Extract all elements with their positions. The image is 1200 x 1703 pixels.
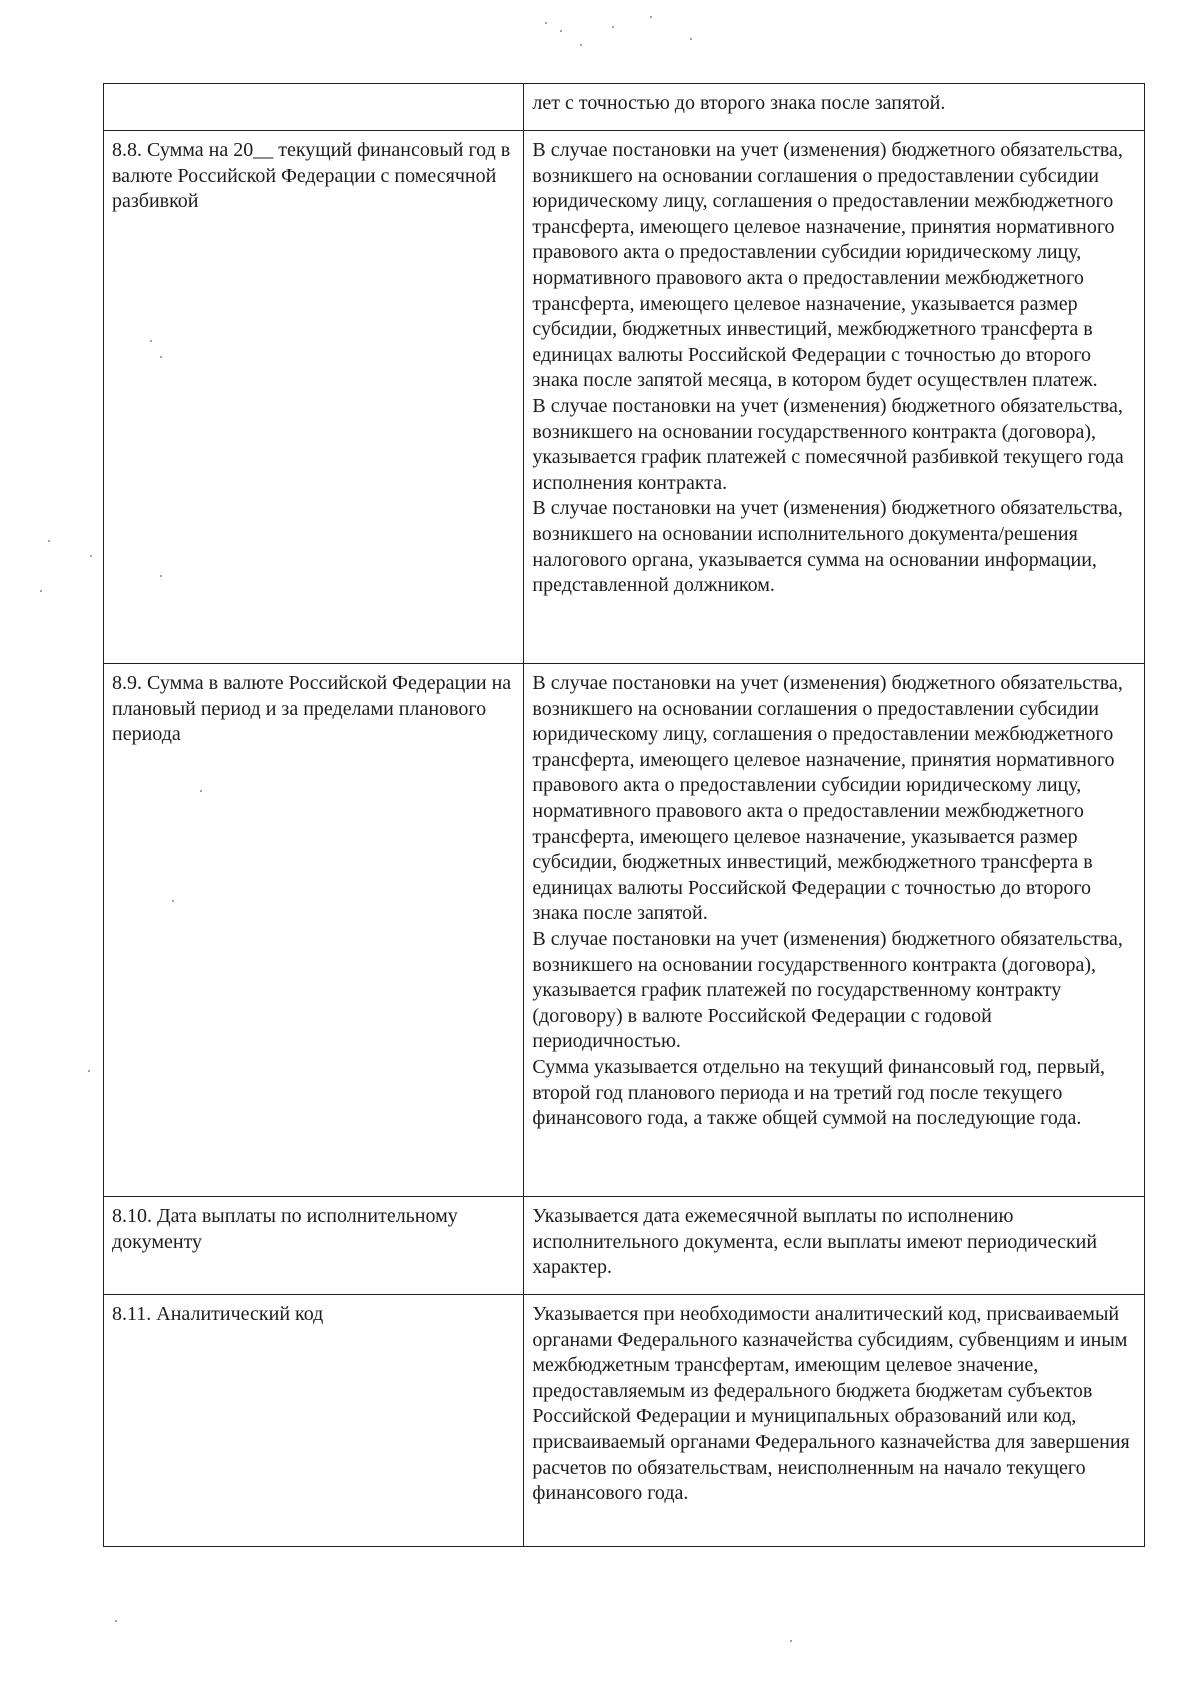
description-paragraph: В случае постановки на учет (изменения) бюджетного обязательства, возникшего на основании соглашения о предоставлении субсидии юридическому лицу, соглашения о предоставлении межбюджетного трансферта, имеющего целевое назначение, принятия нормативного правового акта о предоставлении субсидии юридическому лицу, нормативного правового акта о предоставлении межбюджетного трансферта, имеющего целевое назначение, указывается размер субсидии, бюджетных инвестиций, межбюджетного трансферта в единицах валюты Российской Федерации с точностью до второго знака после запятой месяца, в котором будет осуществлен платеж. (532, 139, 1123, 392)
description-paragraph: В случае постановки на учет (изменения) бюджетного обязательства, возникшего на основании государственного контракта (договора), указывается график платежей по государственному контракту (договору) в валюте Российской Федерации с годовой периодичностью. (532, 927, 1123, 1053)
field-name: 8.9. Сумма в валюте Российской Федерации на плановый период и за пределами планового периода (112, 672, 512, 746)
description-paragraph: В случае постановки на учет (изменения) бюджетного обязательства, возникшего на основании исполнительного документа/решения налогового органа, указывается сумма на основании информации, представленной должником. (532, 497, 1123, 597)
table-row (104, 1197, 1145, 1295)
field-name-cell (104, 664, 524, 1197)
field-description-cell (524, 131, 1145, 664)
table-row (104, 84, 1145, 131)
field-description-cell (524, 1295, 1145, 1547)
field-description-cell (524, 664, 1145, 1197)
field-name-cell (104, 131, 524, 664)
description-paragraph: Указывается дата ежемесячной выплаты по исполнению исполнительного документа, если выплаты имеют периодический характер. (532, 1205, 1098, 1279)
table-row (104, 664, 1145, 1197)
field-name-cell (104, 84, 524, 131)
field-name: 8.11. Аналитический код (112, 1303, 324, 1325)
field-name-cell (104, 1295, 524, 1547)
field-name: 8.10. Дата выплаты по исполнительному документу (112, 1205, 458, 1253)
document-table (103, 83, 1145, 1547)
field-description-cell (524, 84, 1145, 131)
description-paragraph: лет с точностью до второго знака после запятой. (532, 92, 946, 114)
description-paragraph: Указывается при необходимости аналитический код, присваиваемый органами Федерального казначейства субсидиям, субвенциям и иным межбюджетным трансфертам, имеющим целевое значение, предоставляемым из федерального бюджета бюджетам субъектов Российской Федерации и муниципальных образований или код, присваиваемый органами Федерального казначейства для завершения расчетов по обязательствам, неисполненным на начало текущего финансового года. (532, 1303, 1130, 1505)
field-name-cell (104, 1197, 524, 1295)
field-name: 8.8. Сумма на 20__ текущий финансовый год в валюте Российской Федерации с помесячной разбивкой (112, 139, 511, 213)
table-row (104, 1295, 1145, 1547)
description-paragraph: В случае постановки на учет (изменения) бюджетного обязательства, возникшего на основании соглашения о предоставлении субсидии юридическому лицу, соглашения о предоставлении межбюджетного трансферта, имеющего целевое назначение, принятия нормативного правового акта о предоставлении субсидии юридическому лицу, нормативного правового акта о предоставлении межбюджетного трансферта, имеющего целевое назначение, указывается размер субсидии, бюджетных инвестиций, межбюджетного трансферта в единицах валюты Российской Федерации с точностью до второго знака после запятой. (532, 672, 1123, 925)
description-paragraph: Сумма указывается отдельно на текущий финансовый год, первый, второй год планового периода и на третий год после текущего финансового года, а также общей суммой на последующие года. (532, 1055, 1106, 1130)
field-description-cell (524, 1197, 1145, 1295)
table-row (104, 131, 1145, 664)
description-paragraph: В случае постановки на учет (изменения) бюджетного обязательства, возникшего на основании государственного контракта (договора), указывается график платежей с помесячной разбивкой текущего года исполнения контракта. (532, 394, 1124, 494)
